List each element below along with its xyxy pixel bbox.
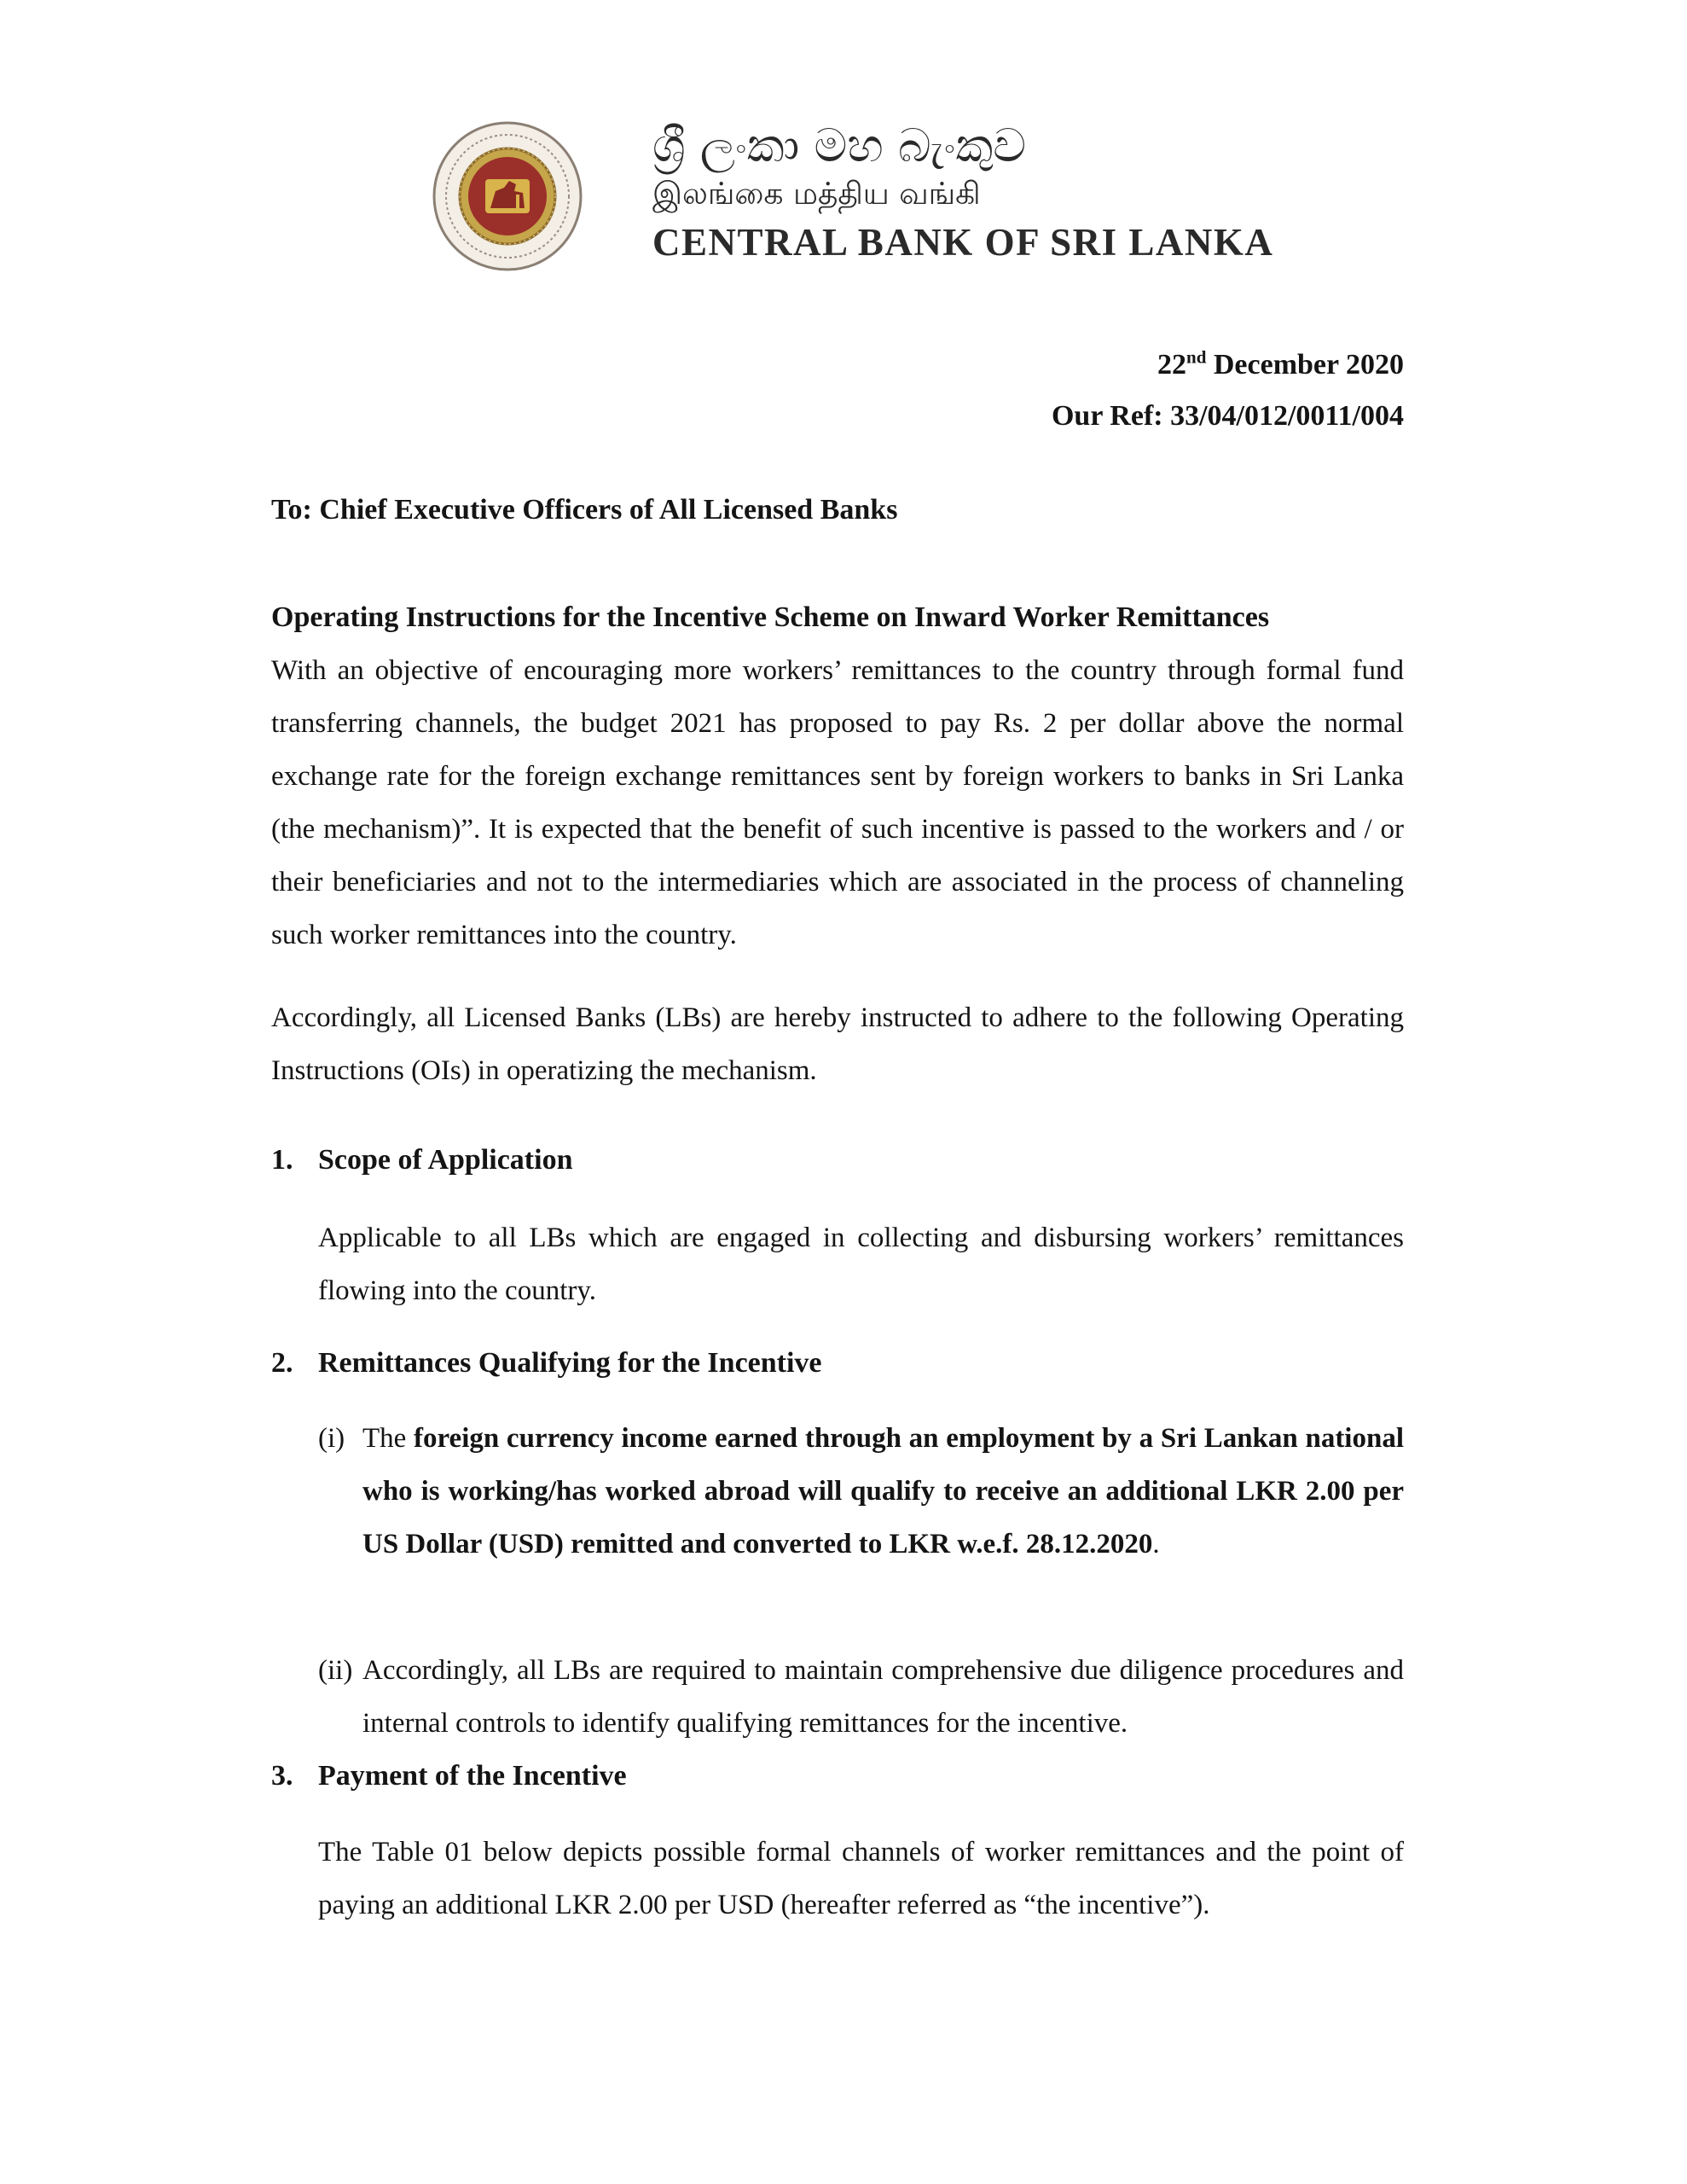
item-lead-text: The: [362, 1423, 415, 1454]
item-tail-text: .: [1152, 1529, 1160, 1560]
section-2: [271, 1338, 1404, 1389]
section-paragraph: Applicable to all LBs which are engaged in collecting and disbursing workers’ remittances flowing into the country.: [318, 1223, 1404, 1306]
item-text: Accordingly, all LBs are required to maintain comprehensive due diligence procedures and internal controls to identify qualifying remittances for the incentive.: [362, 1655, 1404, 1739]
list-item: [318, 1412, 1404, 1571]
section-3-body: [271, 1826, 1404, 1931]
instruction-paragraph: Accordingly, all Licensed Banks (LBs) are hereby instructed to adhere to the following Operating Instructions (OIs) in operatizing the mechanism.: [271, 1002, 1404, 1086]
section-title: Payment of the Incentive: [318, 1760, 627, 1792]
section-heading: [271, 1338, 1404, 1389]
item-bold-text: foreign currency income earned through an employment by a Sri Lankan national who is working/has worked abroad will qualify to receive an additional LKR 2.00 per US Dollar (USD) remitted and converted to LKR w.e.f. 28.12.2020: [362, 1423, 1404, 1560]
section-title: Scope of Application: [318, 1144, 573, 1176]
section-heading: [271, 1135, 1404, 1186]
bank-name-block: [652, 118, 1273, 268]
subject-section: [271, 591, 1404, 961]
section-2-item-ii: [271, 1644, 1404, 1750]
section-number: 1.: [271, 1144, 293, 1176]
item-text: [362, 1412, 1404, 1571]
section-heading: [271, 1751, 1404, 1802]
intro-paragraph: With an objective of encouraging more workers’ remittances to the country through formal fund transferring channels, the budget 2021 has proposed to pay Rs. 2 per dollar above the normal exchange rate for the foreign exchange remittances sent by foreign workers to banks in Sri Lanka (the mechanism)”. It is expected that the benefit of such incentive is passed to the workers and / or their beneficiaries and not to the intermediaries which are associated in the process of channeling such worker remittances into the country.: [271, 655, 1404, 950]
section-number: 2.: [271, 1347, 293, 1379]
instruction-section: [271, 991, 1404, 1097]
addressee-line: To: Chief Executive Officers of All Licensed Banks: [271, 494, 898, 526]
bank-name-english: CENTRAL BANK OF SRI LANKA: [652, 221, 1274, 264]
section-title: Remittances Qualifying for the Incentive: [318, 1347, 822, 1379]
item-marker: (i): [318, 1423, 345, 1454]
section-3: [271, 1751, 1404, 1802]
date-suffix: nd: [1186, 346, 1207, 368]
central-bank-seal-icon: [431, 119, 584, 273]
reference-number: Our Ref: 33/04/012/0011/004: [1051, 400, 1404, 432]
date-month-year: December 2020: [1206, 349, 1404, 380]
subject-heading: Operating Instructions for the Incentive Scheme on Inward Worker Remittances: [271, 601, 1270, 633]
date-reference-block: [1052, 340, 1404, 442]
bank-name-tamil: இலங்கை மத்திய வங்கி: [652, 177, 981, 212]
date-day: 22: [1157, 349, 1187, 380]
section-1-body: [271, 1211, 1404, 1317]
section-paragraph: The Table 01 below depicts possible formal channels of worker remittances and the point of paying an additional LKR 2.00 per USD (hereafter referred as “the incentive”).: [318, 1837, 1404, 1920]
letter-date: [1052, 340, 1404, 391]
item-marker: (ii): [318, 1655, 353, 1686]
section-1: [271, 1135, 1404, 1186]
bank-name-sinhala: ශ්‍රී ලංකා මහ බැංකුව: [652, 119, 1027, 172]
section-2-item-i: [271, 1412, 1404, 1571]
section-number: 3.: [271, 1760, 293, 1792]
list-item: [318, 1644, 1404, 1750]
